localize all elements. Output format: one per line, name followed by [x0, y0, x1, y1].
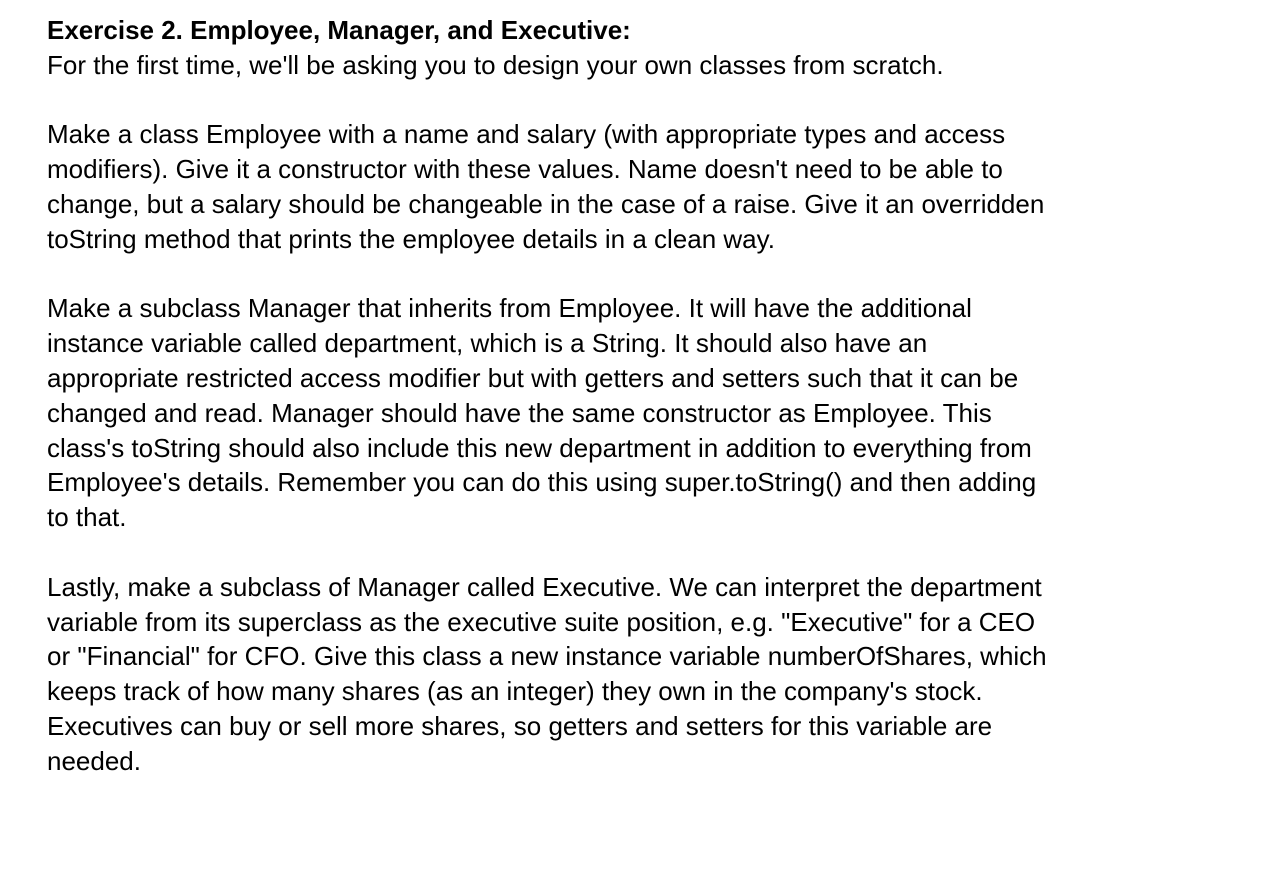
exercise-title: Exercise 2. Employee, Manager, and Executive: — [47, 15, 631, 45]
manager-paragraph: Make a subclass Manager that inherits from Employee. It will have the additional instance variable called department, which is a String. It should also have an appropriate restricted access modifier but with getters and setters such that it can be changed and read. Manager should have the same constructor as Employee. This class's toString should also include this new department in addition to everything from Employee's details. Remember you can do this using super.toString() and then adding to that. — [47, 293, 1037, 533]
intro-paragraph: For the first time, we'll be asking you to design your own classes from scratch. — [47, 49, 944, 80]
document-body — [47, 13, 1062, 779]
employee-paragraph: Make a class Employee with a name and salary (with appropriate types and access modifiers). Give it a constructor with these values. Name doesn't need to be able to change, but a salary should be changeable in the case of a raise. Give it an overridden toString method that prints the employee details in a clean way. — [47, 119, 1045, 254]
executive-paragraph: Lastly, make a subclass of Manager called Executive. We can interpret the department variable from its superclass as the executive suite position, e.g. "Executive" for a CEO or "Financial" for CFO. Give this class a new instance variable numberOfShares, which keeps track of how many shares (as an integer) they own in the company's stock. Executives can buy or sell more shares, so getters and setters for this variable are needed. — [47, 571, 1047, 776]
